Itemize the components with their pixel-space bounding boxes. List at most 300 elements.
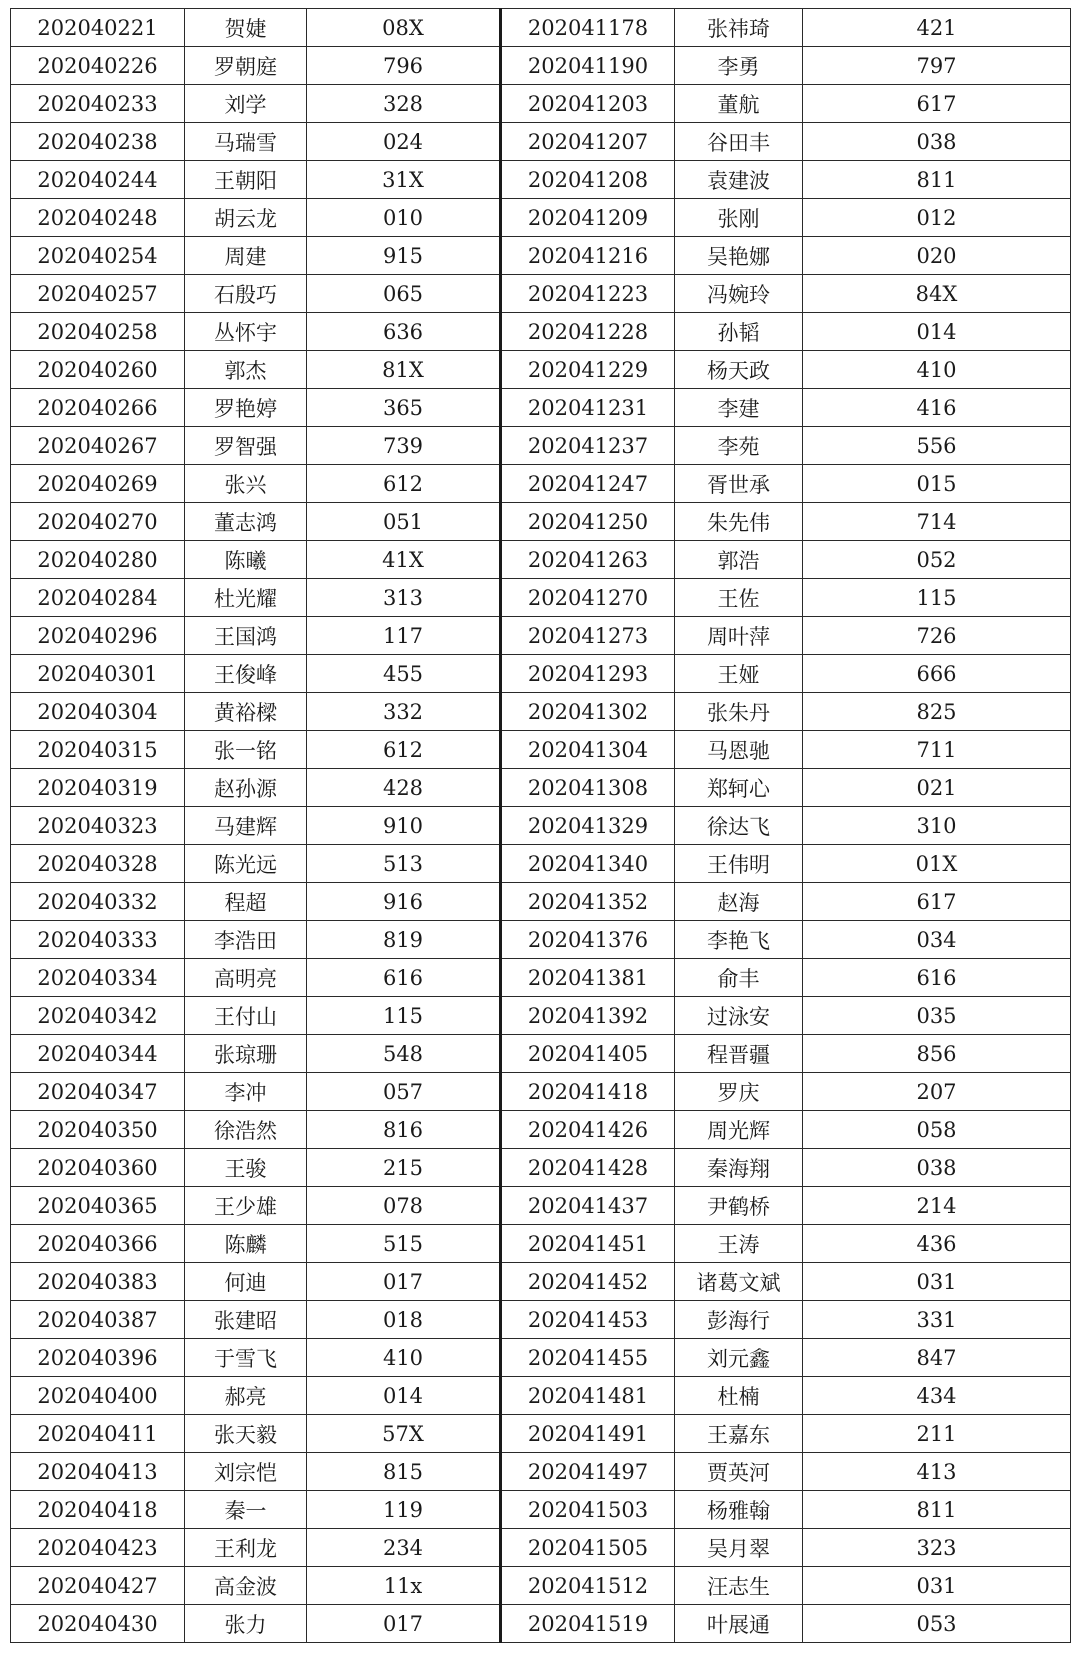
right-name-cell: 谷田丰 <box>675 123 803 161</box>
right-id-cell: 202041405 <box>501 1035 675 1073</box>
left-name-cell: 陈光远 <box>185 845 307 883</box>
right-id-cell: 202041376 <box>501 921 675 959</box>
table-row <box>11 1263 1071 1301</box>
right-code-cell: 811 <box>803 1491 1071 1529</box>
left-code-cell: 428 <box>307 769 501 807</box>
left-code-cell: 017 <box>307 1263 501 1301</box>
table-row <box>11 541 1071 579</box>
right-id-cell: 202041329 <box>501 807 675 845</box>
left-id-cell: 202040257 <box>11 275 185 313</box>
table-row <box>11 47 1071 85</box>
left-code-cell: 81X <box>307 351 501 389</box>
left-name-cell: 张兴 <box>185 465 307 503</box>
left-id-cell: 202040269 <box>11 465 185 503</box>
left-code-cell: 018 <box>307 1301 501 1339</box>
right-name-cell: 袁建波 <box>675 161 803 199</box>
right-code-cell: 616 <box>803 959 1071 997</box>
table-row <box>11 959 1071 997</box>
left-code-cell: 815 <box>307 1453 501 1491</box>
left-id-cell: 202040430 <box>11 1605 185 1643</box>
left-code-cell: 115 <box>307 997 501 1035</box>
right-name-cell: 罗庆 <box>675 1073 803 1111</box>
table-row <box>11 1529 1071 1567</box>
table-row <box>11 1301 1071 1339</box>
left-code-cell: 410 <box>307 1339 501 1377</box>
table-row <box>11 161 1071 199</box>
left-name-cell: 于雪飞 <box>185 1339 307 1377</box>
left-code-cell: 08X <box>307 9 501 47</box>
left-id-cell: 202040366 <box>11 1225 185 1263</box>
left-code-cell: 065 <box>307 275 501 313</box>
right-name-cell: 李艳飞 <box>675 921 803 959</box>
right-code-cell: 035 <box>803 997 1071 1035</box>
left-name-cell: 马瑞雪 <box>185 123 307 161</box>
right-code-cell: 797 <box>803 47 1071 85</box>
left-code-cell: 215 <box>307 1149 501 1187</box>
left-id-cell: 202040244 <box>11 161 185 199</box>
left-code-cell: 57X <box>307 1415 501 1453</box>
left-id-cell: 202040427 <box>11 1567 185 1605</box>
left-id-cell: 202040396 <box>11 1339 185 1377</box>
left-code-cell: 41X <box>307 541 501 579</box>
table-row <box>11 465 1071 503</box>
right-code-cell: 331 <box>803 1301 1071 1339</box>
right-code-cell: 410 <box>803 351 1071 389</box>
left-name-cell: 秦一 <box>185 1491 307 1529</box>
right-code-cell: 856 <box>803 1035 1071 1073</box>
right-name-cell: 俞丰 <box>675 959 803 997</box>
right-id-cell: 202041491 <box>501 1415 675 1453</box>
right-code-cell: 413 <box>803 1453 1071 1491</box>
right-code-cell: 416 <box>803 389 1071 427</box>
left-code-cell: 739 <box>307 427 501 465</box>
right-code-cell: 323 <box>803 1529 1071 1567</box>
right-id-cell: 202041270 <box>501 579 675 617</box>
right-id-cell: 202041223 <box>501 275 675 313</box>
table-row <box>11 921 1071 959</box>
right-id-cell: 202041304 <box>501 731 675 769</box>
left-id-cell: 202040266 <box>11 389 185 427</box>
right-id-cell: 202041263 <box>501 541 675 579</box>
left-name-cell: 石殷巧 <box>185 275 307 313</box>
left-id-cell: 202040304 <box>11 693 185 731</box>
table-row <box>11 1149 1071 1187</box>
right-name-cell: 诸葛文斌 <box>675 1263 803 1301</box>
left-code-cell: 513 <box>307 845 501 883</box>
right-id-cell: 202041250 <box>501 503 675 541</box>
document-page <box>10 8 1070 1643</box>
right-name-cell: 孙韬 <box>675 313 803 351</box>
left-name-cell: 张天毅 <box>185 1415 307 1453</box>
left-code-cell: 910 <box>307 807 501 845</box>
right-code-cell: 310 <box>803 807 1071 845</box>
table-row <box>11 503 1071 541</box>
right-name-cell: 王涛 <box>675 1225 803 1263</box>
left-id-cell: 202040323 <box>11 807 185 845</box>
left-id-cell: 202040221 <box>11 9 185 47</box>
left-id-cell: 202040315 <box>11 731 185 769</box>
table-row <box>11 199 1071 237</box>
right-id-cell: 202041273 <box>501 617 675 655</box>
table-row <box>11 123 1071 161</box>
left-id-cell: 202040383 <box>11 1263 185 1301</box>
left-id-cell: 202040344 <box>11 1035 185 1073</box>
left-code-cell: 612 <box>307 731 501 769</box>
roster-table-body <box>11 9 1071 1643</box>
right-id-cell: 202041203 <box>501 85 675 123</box>
left-name-cell: 罗朝庭 <box>185 47 307 85</box>
right-name-cell: 胥世承 <box>675 465 803 503</box>
right-code-cell: 84X <box>803 275 1071 313</box>
right-id-cell: 202041352 <box>501 883 675 921</box>
right-code-cell: 020 <box>803 237 1071 275</box>
left-id-cell: 202040334 <box>11 959 185 997</box>
left-code-cell: 017 <box>307 1605 501 1643</box>
left-id-cell: 202040413 <box>11 1453 185 1491</box>
left-id-cell: 202040254 <box>11 237 185 275</box>
table-row <box>11 693 1071 731</box>
table-row <box>11 1187 1071 1225</box>
right-id-cell: 202041503 <box>501 1491 675 1529</box>
left-name-cell: 高金波 <box>185 1567 307 1605</box>
left-name-cell: 徐浩然 <box>185 1111 307 1149</box>
table-row <box>11 997 1071 1035</box>
right-code-cell: 207 <box>803 1073 1071 1111</box>
left-code-cell: 014 <box>307 1377 501 1415</box>
right-id-cell: 202041302 <box>501 693 675 731</box>
left-id-cell: 202040342 <box>11 997 185 1035</box>
right-code-cell: 031 <box>803 1263 1071 1301</box>
left-name-cell: 郝亮 <box>185 1377 307 1415</box>
right-code-cell: 052 <box>803 541 1071 579</box>
right-code-cell: 617 <box>803 883 1071 921</box>
left-id-cell: 202040267 <box>11 427 185 465</box>
left-code-cell: 051 <box>307 503 501 541</box>
right-id-cell: 202041228 <box>501 313 675 351</box>
left-id-cell: 202040260 <box>11 351 185 389</box>
right-code-cell: 666 <box>803 655 1071 693</box>
table-row <box>11 1073 1071 1111</box>
right-code-cell: 115 <box>803 579 1071 617</box>
left-name-cell: 黄裕樑 <box>185 693 307 731</box>
left-name-cell: 王利龙 <box>185 1529 307 1567</box>
table-row <box>11 807 1071 845</box>
left-name-cell: 胡云龙 <box>185 199 307 237</box>
right-code-cell: 014 <box>803 313 1071 351</box>
right-id-cell: 202041428 <box>501 1149 675 1187</box>
right-name-cell: 吴艳娜 <box>675 237 803 275</box>
left-code-cell: 636 <box>307 313 501 351</box>
table-row <box>11 389 1071 427</box>
left-id-cell: 202040226 <box>11 47 185 85</box>
table-row <box>11 617 1071 655</box>
right-name-cell: 朱先伟 <box>675 503 803 541</box>
left-code-cell: 078 <box>307 1187 501 1225</box>
left-name-cell: 罗艳婷 <box>185 389 307 427</box>
table-row <box>11 1567 1071 1605</box>
right-code-cell: 031 <box>803 1567 1071 1605</box>
right-code-cell: 617 <box>803 85 1071 123</box>
right-name-cell: 杜楠 <box>675 1377 803 1415</box>
left-id-cell: 202040296 <box>11 617 185 655</box>
table-row <box>11 655 1071 693</box>
left-code-cell: 819 <box>307 921 501 959</box>
left-name-cell: 王朝阳 <box>185 161 307 199</box>
left-name-cell: 王少雄 <box>185 1187 307 1225</box>
left-name-cell: 高明亮 <box>185 959 307 997</box>
right-id-cell: 202041453 <box>501 1301 675 1339</box>
right-id-cell: 202041451 <box>501 1225 675 1263</box>
left-name-cell: 李冲 <box>185 1073 307 1111</box>
left-id-cell: 202040360 <box>11 1149 185 1187</box>
right-id-cell: 202041426 <box>501 1111 675 1149</box>
right-id-cell: 202041207 <box>501 123 675 161</box>
right-id-cell: 202041293 <box>501 655 675 693</box>
roster-table <box>10 8 1071 1643</box>
table-row <box>11 1491 1071 1529</box>
left-id-cell: 202040233 <box>11 85 185 123</box>
right-id-cell: 202041190 <box>501 47 675 85</box>
left-name-cell: 张琼珊 <box>185 1035 307 1073</box>
table-row <box>11 1225 1071 1263</box>
left-code-cell: 313 <box>307 579 501 617</box>
right-name-cell: 过泳安 <box>675 997 803 1035</box>
table-row <box>11 1035 1071 1073</box>
right-code-cell: 015 <box>803 465 1071 503</box>
right-name-cell: 贾英河 <box>675 1453 803 1491</box>
left-code-cell: 119 <box>307 1491 501 1529</box>
left-id-cell: 202040270 <box>11 503 185 541</box>
right-code-cell: 038 <box>803 1149 1071 1187</box>
left-code-cell: 117 <box>307 617 501 655</box>
left-id-cell: 202040350 <box>11 1111 185 1149</box>
left-id-cell: 202040284 <box>11 579 185 617</box>
right-id-cell: 202041231 <box>501 389 675 427</box>
right-name-cell: 李建 <box>675 389 803 427</box>
left-id-cell: 202040418 <box>11 1491 185 1529</box>
left-code-cell: 332 <box>307 693 501 731</box>
left-name-cell: 王俊峰 <box>185 655 307 693</box>
left-name-cell: 王骏 <box>185 1149 307 1187</box>
left-id-cell: 202040347 <box>11 1073 185 1111</box>
left-id-cell: 202040301 <box>11 655 185 693</box>
left-code-cell: 616 <box>307 959 501 997</box>
right-id-cell: 202041216 <box>501 237 675 275</box>
right-name-cell: 冯婉玲 <box>675 275 803 313</box>
left-code-cell: 455 <box>307 655 501 693</box>
right-id-cell: 202041392 <box>501 997 675 1035</box>
right-id-cell: 202041340 <box>501 845 675 883</box>
left-name-cell: 陈曦 <box>185 541 307 579</box>
table-row <box>11 1377 1071 1415</box>
left-id-cell: 202040238 <box>11 123 185 161</box>
table-row <box>11 1453 1071 1491</box>
table-row <box>11 351 1071 389</box>
left-name-cell: 李浩田 <box>185 921 307 959</box>
left-code-cell: 796 <box>307 47 501 85</box>
right-code-cell: 012 <box>803 199 1071 237</box>
left-name-cell: 马建辉 <box>185 807 307 845</box>
right-name-cell: 彭海行 <box>675 1301 803 1339</box>
right-id-cell: 202041247 <box>501 465 675 503</box>
left-id-cell: 202040411 <box>11 1415 185 1453</box>
left-id-cell: 202040280 <box>11 541 185 579</box>
right-name-cell: 杨天政 <box>675 351 803 389</box>
right-code-cell: 434 <box>803 1377 1071 1415</box>
right-name-cell: 程晋疆 <box>675 1035 803 1073</box>
right-id-cell: 202041497 <box>501 1453 675 1491</box>
right-code-cell: 214 <box>803 1187 1071 1225</box>
left-name-cell: 罗智强 <box>185 427 307 465</box>
right-code-cell: 726 <box>803 617 1071 655</box>
left-name-cell: 周建 <box>185 237 307 275</box>
right-name-cell: 王佐 <box>675 579 803 617</box>
right-name-cell: 董航 <box>675 85 803 123</box>
table-row <box>11 427 1071 465</box>
right-id-cell: 202041381 <box>501 959 675 997</box>
right-name-cell: 尹鹤桥 <box>675 1187 803 1225</box>
right-code-cell: 038 <box>803 123 1071 161</box>
table-row <box>11 1605 1071 1643</box>
left-code-cell: 365 <box>307 389 501 427</box>
left-code-cell: 010 <box>307 199 501 237</box>
left-code-cell: 024 <box>307 123 501 161</box>
right-name-cell: 刘元鑫 <box>675 1339 803 1377</box>
left-name-cell: 杜光耀 <box>185 579 307 617</box>
left-code-cell: 612 <box>307 465 501 503</box>
left-id-cell: 202040387 <box>11 1301 185 1339</box>
left-id-cell: 202040319 <box>11 769 185 807</box>
right-code-cell: 211 <box>803 1415 1071 1453</box>
right-code-cell: 421 <box>803 9 1071 47</box>
left-name-cell: 丛怀宇 <box>185 313 307 351</box>
right-code-cell: 021 <box>803 769 1071 807</box>
left-name-cell: 董志鸿 <box>185 503 307 541</box>
table-row <box>11 579 1071 617</box>
right-id-cell: 202041519 <box>501 1605 675 1643</box>
right-id-cell: 202041505 <box>501 1529 675 1567</box>
right-name-cell: 王伟明 <box>675 845 803 883</box>
right-code-cell: 847 <box>803 1339 1071 1377</box>
left-name-cell: 张建昭 <box>185 1301 307 1339</box>
right-id-cell: 202041308 <box>501 769 675 807</box>
left-id-cell: 202040258 <box>11 313 185 351</box>
table-row <box>11 883 1071 921</box>
left-code-cell: 816 <box>307 1111 501 1149</box>
right-code-cell: 811 <box>803 161 1071 199</box>
right-name-cell: 秦海翔 <box>675 1149 803 1187</box>
right-code-cell: 825 <box>803 693 1071 731</box>
left-code-cell: 916 <box>307 883 501 921</box>
right-name-cell: 李苑 <box>675 427 803 465</box>
left-code-cell: 515 <box>307 1225 501 1263</box>
left-id-cell: 202040333 <box>11 921 185 959</box>
table-row <box>11 85 1071 123</box>
right-id-cell: 202041481 <box>501 1377 675 1415</box>
left-name-cell: 张力 <box>185 1605 307 1643</box>
right-name-cell: 李勇 <box>675 47 803 85</box>
right-name-cell: 叶展通 <box>675 1605 803 1643</box>
right-name-cell: 张朱丹 <box>675 693 803 731</box>
table-row <box>11 9 1071 47</box>
right-name-cell: 徐达飞 <box>675 807 803 845</box>
right-name-cell: 杨雅翰 <box>675 1491 803 1529</box>
table-row <box>11 731 1071 769</box>
table-row <box>11 769 1071 807</box>
right-code-cell: 556 <box>803 427 1071 465</box>
left-id-cell: 202040365 <box>11 1187 185 1225</box>
right-id-cell: 202041418 <box>501 1073 675 1111</box>
right-name-cell: 汪志生 <box>675 1567 803 1605</box>
table-row <box>11 1339 1071 1377</box>
table-row <box>11 313 1071 351</box>
table-row <box>11 275 1071 313</box>
table-row <box>11 237 1071 275</box>
left-id-cell: 202040400 <box>11 1377 185 1415</box>
left-code-cell: 548 <box>307 1035 501 1073</box>
right-code-cell: 714 <box>803 503 1071 541</box>
table-row <box>11 1111 1071 1149</box>
left-name-cell: 陈麟 <box>185 1225 307 1263</box>
right-code-cell: 711 <box>803 731 1071 769</box>
right-id-cell: 202041178 <box>501 9 675 47</box>
left-code-cell: 328 <box>307 85 501 123</box>
left-id-cell: 202040248 <box>11 199 185 237</box>
left-code-cell: 31X <box>307 161 501 199</box>
right-code-cell: 01X <box>803 845 1071 883</box>
right-name-cell: 吴月翠 <box>675 1529 803 1567</box>
right-name-cell: 周叶萍 <box>675 617 803 655</box>
right-code-cell: 053 <box>803 1605 1071 1643</box>
table-row <box>11 1415 1071 1453</box>
left-name-cell: 郭杰 <box>185 351 307 389</box>
right-id-cell: 202041229 <box>501 351 675 389</box>
right-code-cell: 034 <box>803 921 1071 959</box>
left-name-cell: 王国鸿 <box>185 617 307 655</box>
right-code-cell: 436 <box>803 1225 1071 1263</box>
left-id-cell: 202040423 <box>11 1529 185 1567</box>
left-name-cell: 刘宗恺 <box>185 1453 307 1491</box>
right-name-cell: 王嘉东 <box>675 1415 803 1453</box>
left-code-cell: 057 <box>307 1073 501 1111</box>
right-name-cell: 赵海 <box>675 883 803 921</box>
left-id-cell: 202040332 <box>11 883 185 921</box>
right-id-cell: 202041237 <box>501 427 675 465</box>
right-id-cell: 202041452 <box>501 1263 675 1301</box>
right-id-cell: 202041455 <box>501 1339 675 1377</box>
right-name-cell: 马恩驰 <box>675 731 803 769</box>
table-row <box>11 845 1071 883</box>
left-code-cell: 915 <box>307 237 501 275</box>
right-name-cell: 张祎琦 <box>675 9 803 47</box>
right-name-cell: 张刚 <box>675 199 803 237</box>
right-name-cell: 王娅 <box>675 655 803 693</box>
right-id-cell: 202041437 <box>501 1187 675 1225</box>
left-name-cell: 张一铭 <box>185 731 307 769</box>
left-name-cell: 何迪 <box>185 1263 307 1301</box>
right-id-cell: 202041512 <box>501 1567 675 1605</box>
left-code-cell: 11x <box>307 1567 501 1605</box>
right-id-cell: 202041208 <box>501 161 675 199</box>
left-code-cell: 234 <box>307 1529 501 1567</box>
left-name-cell: 贺婕 <box>185 9 307 47</box>
left-name-cell: 赵孙源 <box>185 769 307 807</box>
right-name-cell: 周光辉 <box>675 1111 803 1149</box>
right-name-cell: 郑轲心 <box>675 769 803 807</box>
left-id-cell: 202040328 <box>11 845 185 883</box>
left-name-cell: 程超 <box>185 883 307 921</box>
right-id-cell: 202041209 <box>501 199 675 237</box>
